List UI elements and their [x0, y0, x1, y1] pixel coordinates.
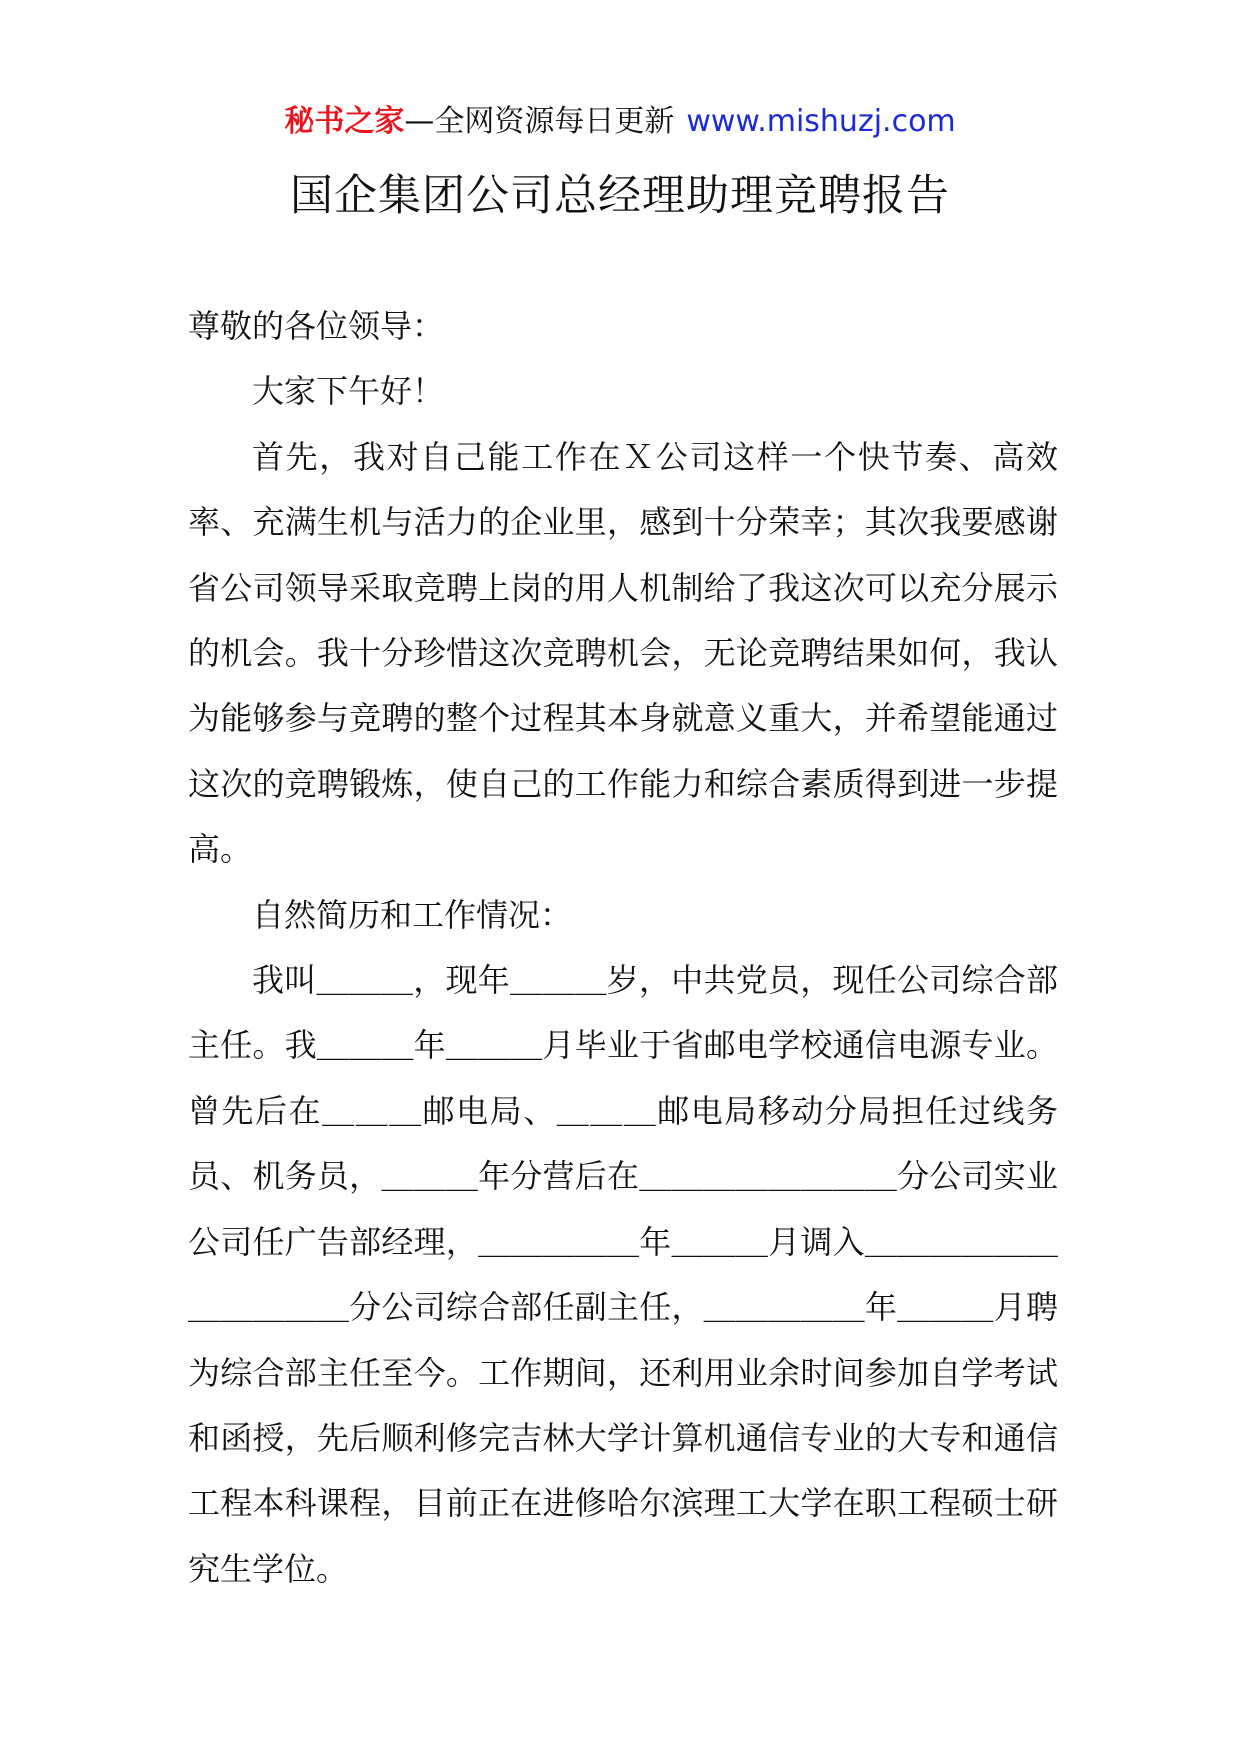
site-tagline: —全网资源每日更新: [404, 104, 675, 139]
site-url-link[interactable]: www.mishuzj.com: [686, 104, 956, 139]
section-heading: 自然简历和工作情况：: [252, 895, 573, 934]
salutation: 尊敬的各位领导：: [188, 307, 445, 345]
resume-paragraph: 我叫＿＿＿，现年＿＿＿岁，中共党员，现任公司综合部主任。我＿＿＿年＿＿＿月毕业于省邮电学校通信电源专业。曾先后在＿＿＿邮电局、＿＿＿邮电局移动分局担任过线务员、机务员，＿＿＿年分营后在＿＿＿＿＿＿＿＿分公司实业公司任广告部经理，＿＿＿＿＿年＿＿＿月调入＿＿＿＿＿＿＿＿＿＿＿分公司综合部任副主任，＿＿＿＿＿年＿＿＿月聘为综合部主任至今。工作期间，还利用业余时间参加自学考试和函授，先后顺利修完吉林大学计算机通信专业的大专和通信工程本科课程，目前正在进修哈尔滨理工大学在职工程硕士研究生学位。: [188, 961, 1058, 1588]
document-title: 国企集团公司总经理助理竞聘报告: [290, 171, 950, 221]
document-body: [188, 294, 1058, 1602]
brand-name: 秘书之家: [284, 104, 405, 139]
greeting-paragraph: 大家下午好！: [252, 372, 445, 411]
intro-paragraph: 首先，我对自己能工作在Ｘ公司这样一个快节奏、高效率、充满生机与活力的企业里，感到十分荣幸；其次我要感谢省公司领导采取竞聘上岗的用人机制给了我这次可以充分展示的机会。我十分珍惜这次竞聘机会，无论竞聘结果如何，我认为能够参与竞聘的整个过程其本身就意义重大，并希望能通过这次的竞聘锻炼，使自己的工作能力和综合素质得到进一步提高。: [188, 437, 1058, 869]
site-header: [0, 100, 1240, 144]
